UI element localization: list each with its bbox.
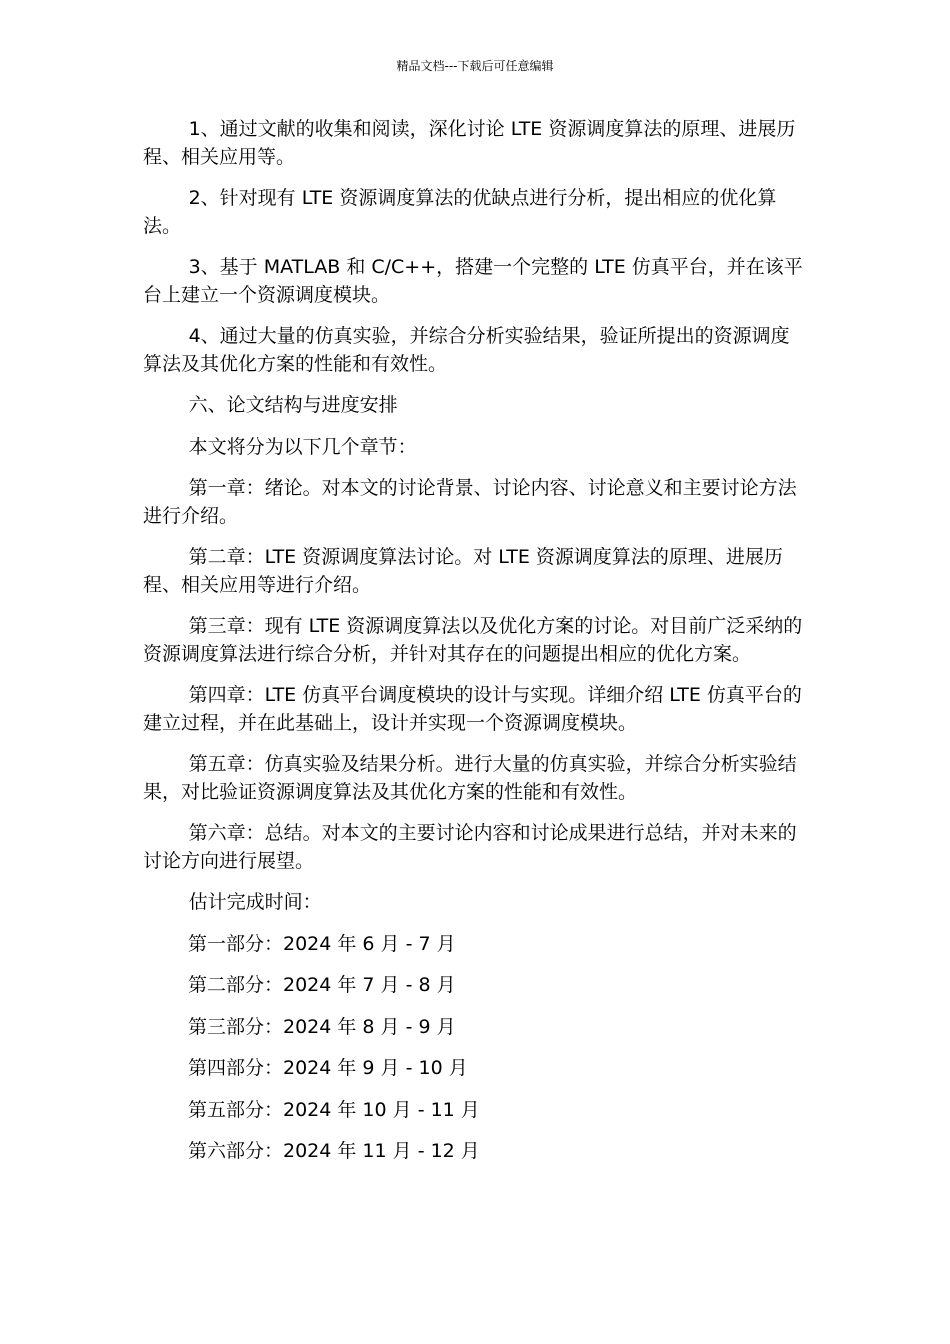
chapter-4: 第四章：LTE 仿真平台调度模块的设计与实现。详细介绍 LTE 仿真平台的建立过程，并在此基础上，设计并实现一个资源调度模块。 [143,684,802,734]
objective-4: 4、通过大量的仿真实验，并综合分析实验结果，验证所提出的资源调度算法及其优化方案的性能和有效性。 [143,325,790,375]
objective-3: 3、基于 MATLAB 和 C/C++，搭建一个完整的 LTE 仿真平台，并在该平台上建立一个资源调度模块。 [143,256,803,306]
timeline-item: 第五部分：2024 年 10 月 - 11 月 [188,1098,480,1121]
chapter-1: 第一章：绪论。对本文的讨论背景、讨论内容、讨论意义和主要讨论方法进行介绍。 [143,477,797,527]
timeline-item: 第二部分：2024 年 7 月 - 8 月 [188,974,456,996]
objective-2: 2、针对现有 LTE 资源调度算法的优缺点进行分析，提出相应的优化算法。 [143,187,777,237]
timeline-item: 第一部分：2024 年 6 月 - 7 月 [188,932,456,955]
chapter-3: 第三章：现有 LTE 资源调度算法以及优化方案的讨论。对目前广泛采纳的资源调度算法进行综合分析，并针对其存在的问题提出相应的优化方案。 [143,615,803,665]
timeline-item: 第六部分：2024 年 11 月 - 12 月 [188,1140,480,1162]
chapter-2: 第二章：LTE 资源调度算法讨论。对 LTE 资源调度算法的原理、进展历程、相关应用等进行介绍。 [143,546,783,596]
section-heading: 六、论文结构与进度安排 [188,394,398,416]
objective-1: 1、通过文献的收集和阅读，深化讨论 LTE 资源调度算法的原理、进展历程、相关应用等。 [143,118,796,168]
timeline-item: 第四部分：2024 年 9 月 - 10 月 [188,1057,468,1079]
chapters-intro: 本文将分为以下几个章节： [188,435,417,458]
page-header: 精品文档---下载后可任意编辑 [396,59,554,73]
chapter-6: 第六章：总结。对本文的主要讨论内容和讨论成果进行总结，并对未来的讨论方向进行展望。 [143,822,797,872]
timeline-item: 第三部分：2024 年 8 月 - 9 月 [188,1015,456,1038]
chapter-5: 第五章：仿真实验及结果分析。进行大量的仿真实验，并综合分析实验结果，对比验证资源调度算法及其优化方案的性能和有效性。 [143,753,797,803]
document-body [143,116,808,1180]
timeline-heading: 估计完成时间： [188,891,322,913]
